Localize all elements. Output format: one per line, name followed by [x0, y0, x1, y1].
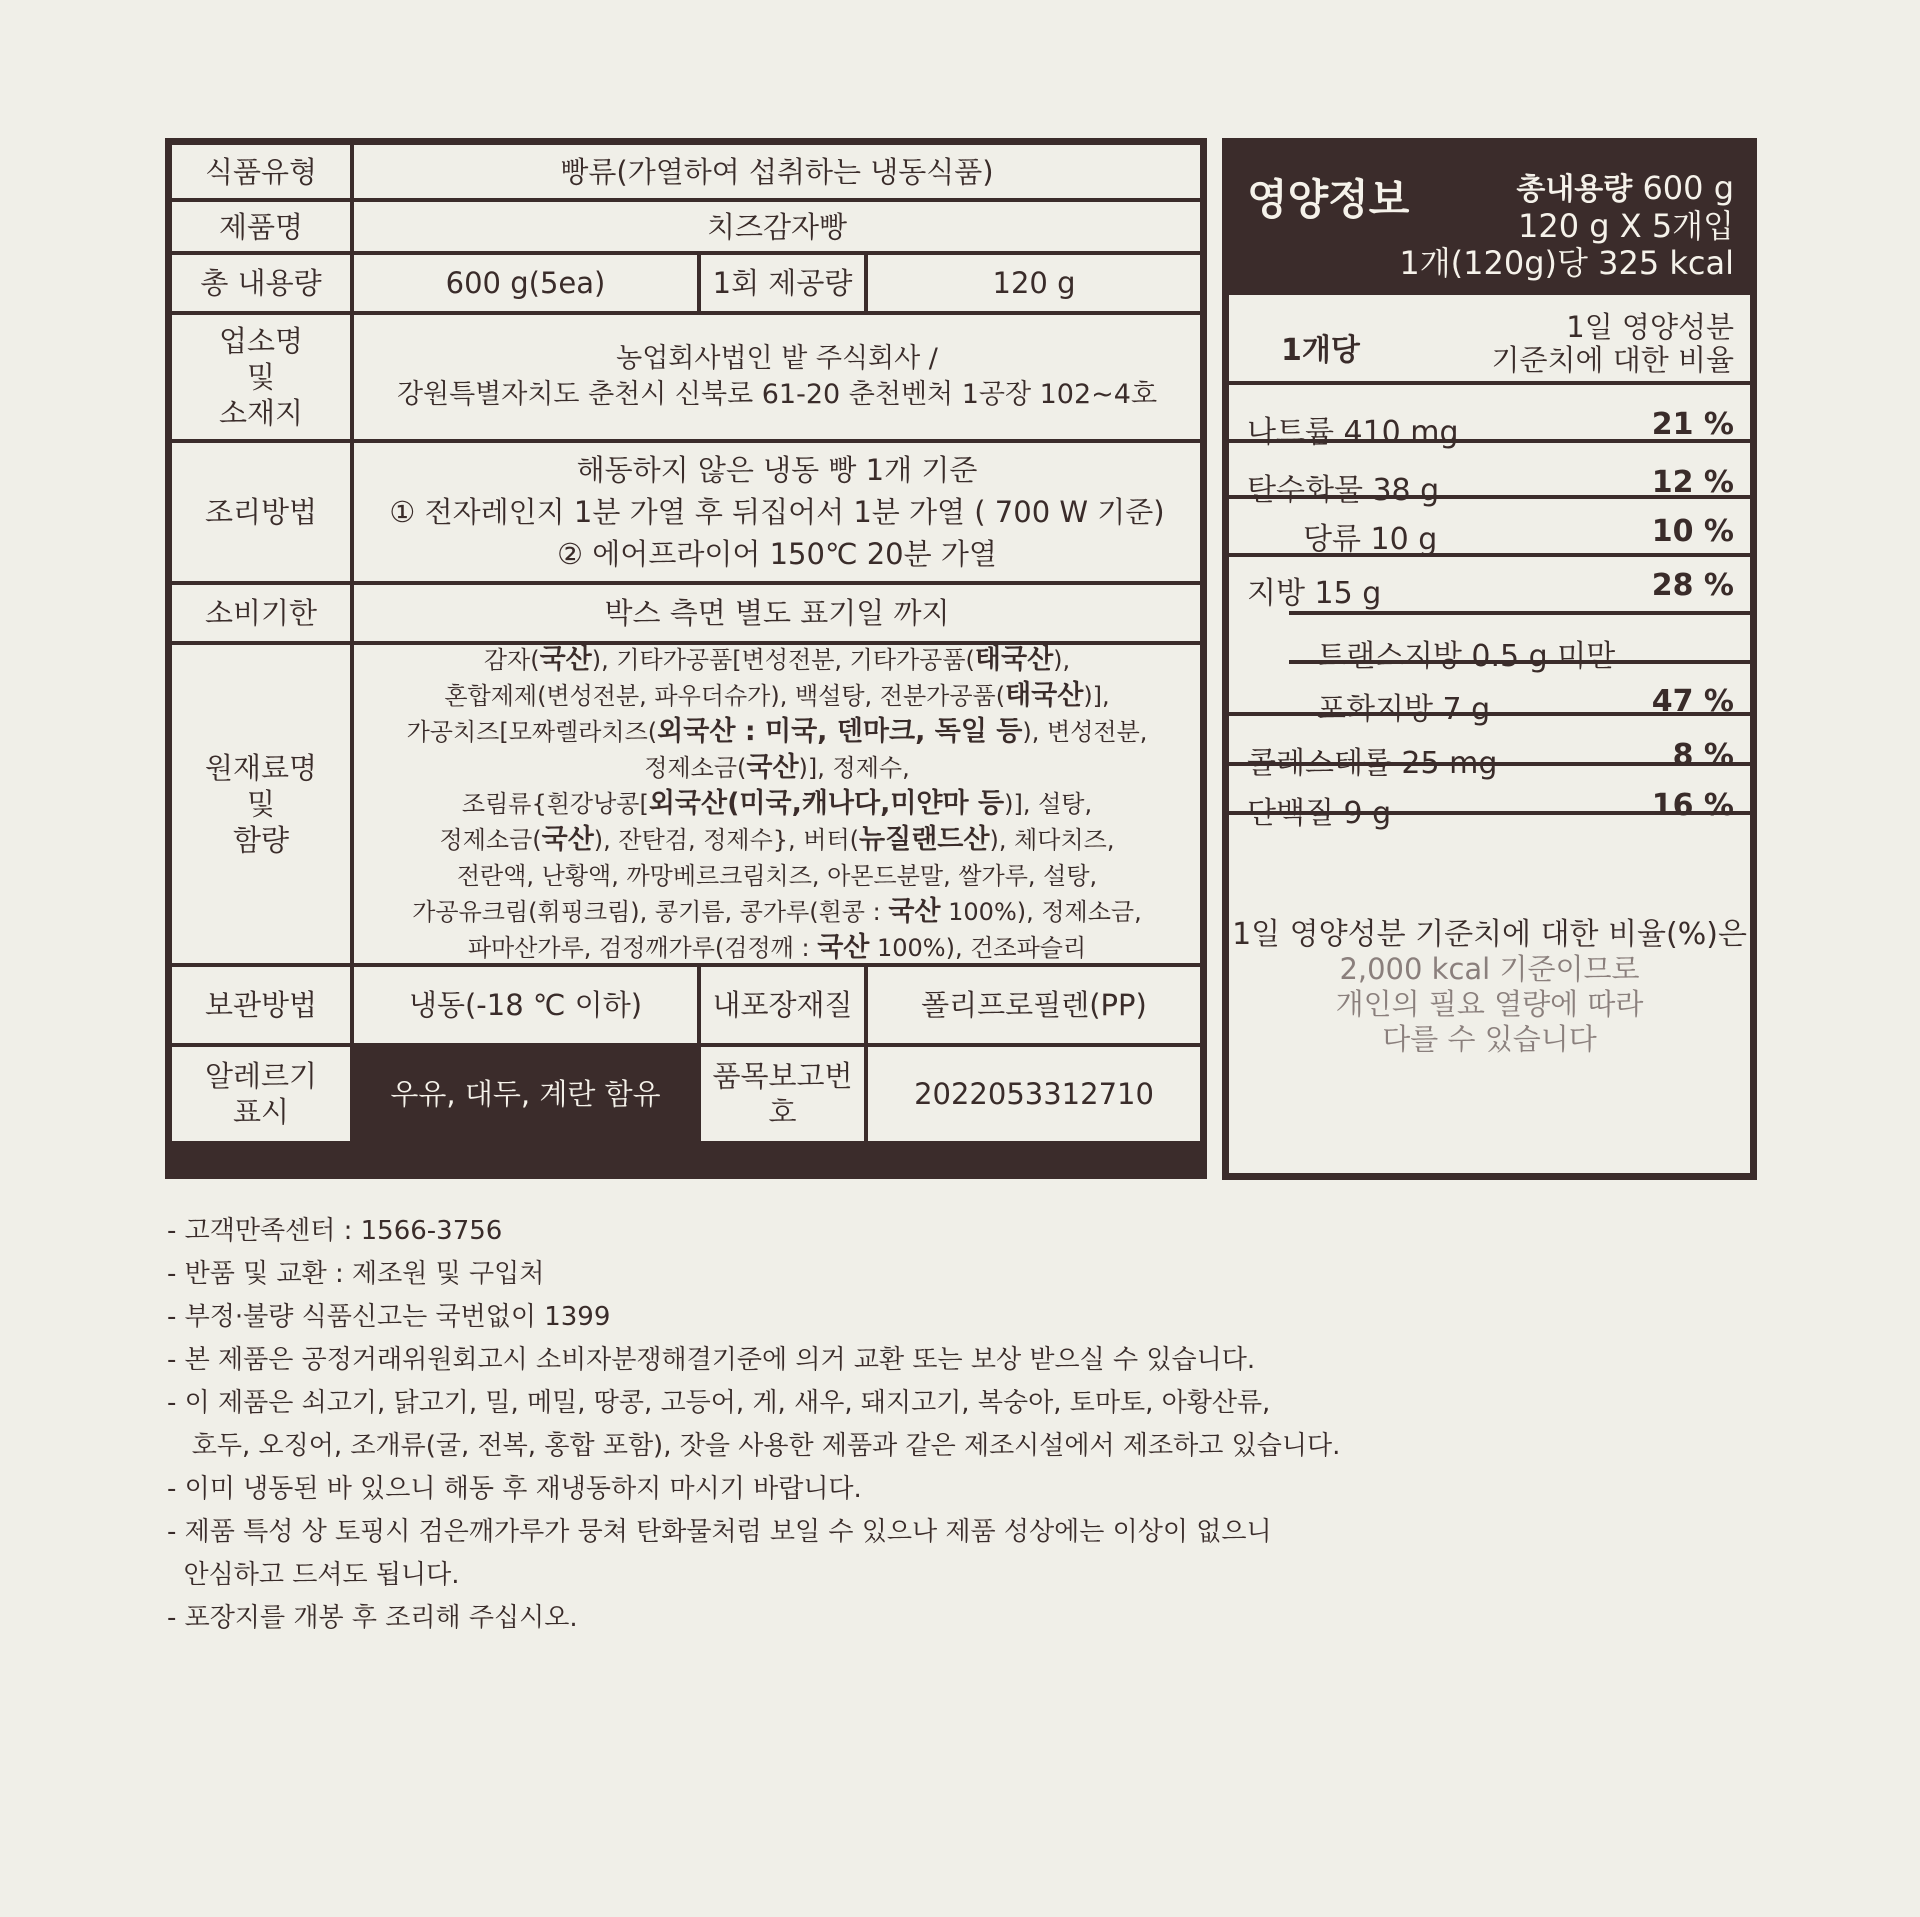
ingredient-origin: 태국산: [974, 644, 1054, 675]
total-content-value: 600 g(5ea): [354, 255, 697, 311]
serving-size-label: 1회 제공량: [701, 255, 864, 311]
product-info-table: [165, 138, 1207, 1179]
ingredient-text: 가공치즈[모짜렐라치즈(: [406, 718, 658, 746]
ingredient-text: 감자(: [483, 646, 540, 674]
nutrient-percent: 10 %: [1651, 514, 1734, 549]
ingredient-line: [484, 642, 1070, 678]
kcal-per-piece: 1개(120g)당 325 kcal: [1399, 244, 1734, 282]
notice-item: - 부정·불량 식품신고는 국번없이 1399: [167, 1302, 611, 1332]
packaging-label: 내포장재질: [701, 967, 864, 1043]
notice-item: - 이 제품은 쇠고기, 닭고기, 밀, 메밀, 땅콩, 고등어, 게, 새우, 돼지고기, 복숭아, 토마토, 아황산류,: [167, 1388, 1271, 1418]
notice-item: - 반품 및 교환 : 제조원 및 구입처: [167, 1259, 545, 1289]
footnote-line: 개인의 필요 열량에 따라: [1335, 987, 1644, 1021]
footnote-line: 2,000 kcal 기준이므로: [1339, 952, 1640, 986]
business-label-line: 업소명: [218, 324, 304, 358]
packaging-value: 폴리프로필렌(PP): [868, 967, 1200, 1043]
storage-label: 보관방법: [172, 967, 350, 1043]
business-label-line: 소재지: [218, 396, 304, 430]
ingredient-text: ), 기타가공품[변성전분, 기타가공품(: [591, 646, 975, 674]
nutrient-percent: 16 %: [1651, 788, 1734, 823]
business-label: [172, 315, 350, 439]
ingredient-line: [644, 750, 909, 786]
nutrition-footnote: [1229, 917, 1750, 1057]
daily-value-header-line: 1일 영양성분: [1566, 310, 1734, 344]
ingredient-text: 전란액, 난황액, 까망베르크림치즈, 아몬드분말, 쌀가루, 설탕,: [456, 862, 1098, 890]
ingredient-line: [407, 714, 1148, 750]
ingredient-origin: 뉴질랜드산: [859, 824, 990, 855]
expiry-label: 소비기한: [172, 585, 350, 641]
ingredient-text: ), 체다치즈,: [989, 826, 1115, 854]
total-content-bold: 총내용량: [1516, 172, 1633, 207]
ingredient-origin: 국산: [539, 644, 592, 675]
ingredient-line: [468, 930, 1086, 966]
business-value-line: 농업회사법인 밭 주식회사 /: [616, 343, 938, 374]
nutrient-percent: 28 %: [1651, 568, 1734, 603]
nutrition-total: [1399, 170, 1734, 282]
footnote-line: 다를 수 있습니다: [1382, 1022, 1597, 1056]
ingredients-label-line: 및: [246, 787, 275, 821]
storage-value: 냉동(-18 ℃ 이하): [354, 967, 697, 1043]
ingredient-text: 가공유크림(휘핑크림), 콩기름, 콩가루(흰콩 :: [412, 898, 889, 926]
nutrient-name: 당류 10 g: [1303, 522, 1438, 557]
ingredient-text: ),: [1053, 646, 1071, 674]
nutrient-name: 포화지방 7 g: [1317, 692, 1491, 727]
ingredient-text: )], 정제수,: [798, 754, 910, 782]
ingredient-text: )],: [1083, 682, 1110, 710]
ingredient-line: [462, 786, 1092, 822]
nutrient-percent: 8 %: [1672, 738, 1734, 773]
nutrient-divider: [1229, 381, 1750, 385]
business-label-line: 및: [246, 360, 275, 394]
cooking-line: ① 전자레인지 1분 가열 후 뒤집어서 1분 가열 ( 700 W 기준): [389, 495, 1165, 529]
ingredients-label-line: 함량: [232, 823, 290, 857]
allergy-label-line: 표시: [232, 1095, 290, 1129]
nutrition-title: 영양정보: [1247, 175, 1410, 224]
ingredient-text: 100%), 건조파슬리: [869, 934, 1087, 962]
ingredient-text: 정제소금(: [439, 826, 542, 854]
ingredient-text: 파마산가루, 검정깨가루(검정깨 :: [467, 934, 818, 962]
nutrient-name: 지방 15 g: [1247, 576, 1382, 611]
ingredient-origin: 국산: [817, 932, 870, 963]
nutrition-header: [1229, 145, 1750, 295]
ingredient-line: [457, 858, 1097, 894]
per-serving-header: [1229, 295, 1750, 391]
daily-value-header: [1491, 311, 1734, 377]
notice-item: - 제품 특성 상 토핑시 검은깨가루가 뭉쳐 탄화물처럼 보일 수 있으나 제품 성상에는 이상이 없으니: [167, 1517, 1272, 1547]
footnote-line: 1일 영양성분 기준치에 대한 비율(%)은: [1232, 917, 1747, 952]
ingredient-text: 정제소금(: [644, 754, 747, 782]
ingredient-text: 100%), 정제소금,: [940, 898, 1142, 926]
nutrient-name: 단백질 9 g: [1247, 796, 1392, 831]
ingredient-origin: 국산: [541, 824, 594, 855]
notice-item: - 이미 냉동된 바 있으니 해동 후 재냉동하지 마시기 바랍니다.: [167, 1474, 862, 1504]
expiry-value: 박스 측면 별도 표기일 까지: [354, 585, 1200, 641]
product-name-label: 제품명: [172, 202, 350, 251]
cooking-line: 해동하지 않은 냉동 빵 1개 기준: [576, 453, 978, 487]
total-content-amount: 600 g: [1632, 169, 1734, 207]
ingredient-line: [444, 678, 1109, 714]
notice-item: 안심하고 드셔도 됩니다.: [167, 1560, 460, 1590]
nutrient-name: 탄수화물 38 g: [1247, 473, 1440, 508]
ingredient-line: [412, 894, 1141, 930]
allergy-label-line: 알레르기: [204, 1059, 318, 1093]
nutrient-percent: 12 %: [1651, 465, 1734, 500]
ingredient-origin: 태국산: [1005, 680, 1084, 711]
cooking-label: 조리방법: [172, 443, 350, 581]
cooking-value: [354, 443, 1200, 581]
per-serving-label: 1개당: [1281, 333, 1360, 368]
food-type-label: 식품유형: [172, 145, 350, 198]
allergy-value: 우유, 대두, 계란 함유: [354, 1047, 697, 1141]
pack-count: 120 g X 5개입: [1517, 207, 1734, 245]
notice-item: - 고객만족센터 : 1566-3756: [167, 1216, 503, 1246]
ingredients-label-line: 원재료명: [204, 751, 318, 785]
report-number-value: 2022053312710: [868, 1047, 1200, 1141]
ingredient-origin: 국산: [888, 896, 941, 927]
notice-list: [167, 1210, 1340, 1640]
nutrient-name: 나트륨 410 mg: [1247, 415, 1459, 450]
ingredient-origin: 외국산(미국,캐나다,미얀마 등: [648, 788, 1005, 819]
ingredient-text: 조림류{흰강낭콩[: [461, 790, 649, 818]
total-content-label: 총 내용량: [172, 255, 350, 311]
notice-item: - 포장지를 개봉 후 조리해 주십시오.: [167, 1603, 578, 1633]
product-name-value: 치즈감자빵: [354, 202, 1200, 251]
food-type-value: 빵류(가열하여 섭취하는 냉동식품): [354, 145, 1200, 198]
ingredient-text: ), 잔탄검, 정제수}, 버터(: [593, 826, 860, 854]
nutrient-name: 콜레스테롤 25 mg: [1247, 746, 1498, 781]
business-value: [354, 315, 1200, 439]
ingredient-line: [440, 822, 1115, 858]
nutrient-name: 트랜스지방 0.5 g 미만: [1317, 639, 1616, 674]
nutrient-percent: 21 %: [1651, 407, 1734, 442]
serving-size-value: 120 g: [868, 255, 1200, 311]
ingredient-origin: 외국산 : 미국, 덴마크, 독일 등: [657, 716, 1023, 747]
nutrient-percent: 47 %: [1651, 684, 1734, 719]
notice-item: - 본 제품은 공정거래위원회고시 소비자분쟁해결기준에 의거 교환 또는 보상 받으실 수 있습니다.: [167, 1345, 1256, 1375]
ingredients-value: [354, 645, 1200, 963]
ingredient-text: ), 변성전분,: [1022, 718, 1148, 746]
report-number-label: 품목보고번호: [701, 1047, 864, 1141]
business-value-line: 강원특별자치도 춘천시 신북로 61-20 춘천벤처 1공장 102~4호: [396, 379, 1158, 410]
nutrition-facts-panel: [1222, 138, 1757, 1180]
ingredient-text: )], 설탕,: [1004, 790, 1093, 818]
ingredients-label: [172, 645, 350, 963]
cooking-line: ② 에어프라이어 150℃ 20분 가열: [557, 537, 997, 571]
ingredient-origin: 국산: [746, 752, 799, 783]
daily-value-header-line: 기준치에 대한 비율: [1491, 343, 1734, 377]
allergy-label: [172, 1047, 350, 1141]
ingredient-text: 혼합제제(변성전분, 파우더슈가), 백설탕, 전분가공품(: [444, 682, 1006, 710]
notice-item: 호두, 오징어, 조개류(굴, 전복, 홍합 포함), 잣을 사용한 제품과 같은 제조시설에서 제조하고 있습니다.: [167, 1431, 1341, 1461]
